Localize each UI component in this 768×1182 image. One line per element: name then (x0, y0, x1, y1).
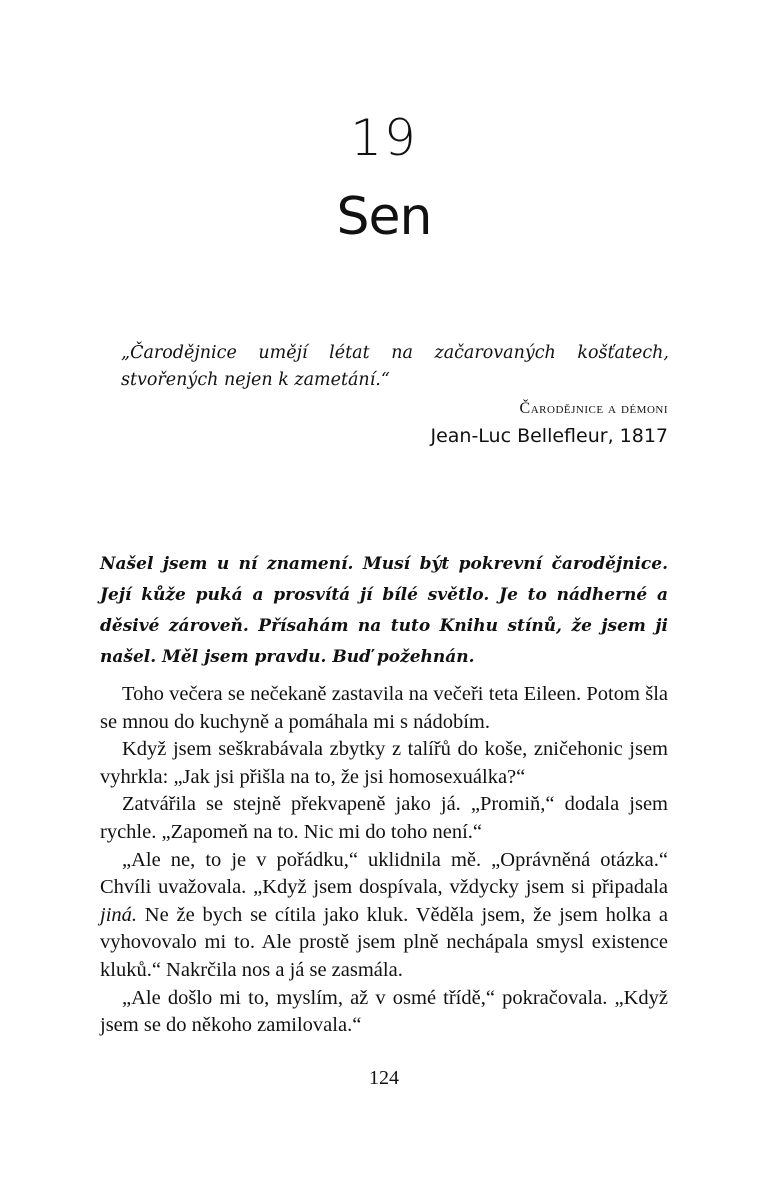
handwritten-text: Našel jsem u ní znamení. Musí být pokrevní čarodějnice. Její kůže puká a prosvítá jí bílé světlo. Je to nádherné a děsivé zároveň. Přísahám na tuto Knihu stínů, že jsem ji našel. Měl jsem pravdu. Buď požehnán. (100, 554, 668, 667)
epigraph-source: Čarodějnice a démoni (519, 400, 668, 417)
emphasized-word: jiná. (100, 903, 138, 926)
paragraph: Zatvářila se stejně překvapeně jako já. „Promiň,“ dodala jsem rychle. „Zapomeň na to. Nic mi do toho není.“ (100, 793, 668, 843)
paragraph (100, 847, 668, 985)
chapter-number: 19 (350, 109, 418, 167)
body-text (100, 681, 668, 1040)
epigraph-author: Jean-Luc Bellefleur, 1817 (430, 425, 668, 447)
chapter-title: Sen (336, 187, 432, 247)
book-of-shadows-entry (100, 549, 668, 673)
epigraph-quote: „Čarodějnice umějí létat na začarovaných košťatech, stvořených nejen k zametání.“ (121, 343, 669, 390)
paragraph: „Ale došlo mi to, myslím, až v osmé třídě,“ pokračovala. „Když jsem se do někoho zamilovala.“ (100, 986, 668, 1037)
paragraph: Toho večera se nečekaně zastavila na večeři teta Eileen. Potom šla se mnou do kuchyně a pomáhala mi s nádobím. (100, 683, 668, 733)
paragraph-text: Ne že bych se cítila jako kluk. Věděla jsem, že jsem holka a vyhovovalo mi to. Ale prostě jsem plně nechápala smysl existence kluků.“ Nakrčila nos a já se zasmála. (100, 903, 668, 981)
paragraph-text: „Ale ne, to je v pořádku,“ uklidnila mě. „Oprávněná otázka.“ Chvíli uvažovala. „Když jsem dospívala, vždycky jsem si připadala (100, 848, 668, 899)
paragraph: Když jsem seškrabávala zbytky z talířů do koše, zničehonic jsem vyhrkla: „Jak jsi přišla na to, že jsi homosexuálka?“ (100, 738, 668, 788)
page-number: 124 (369, 1067, 399, 1089)
